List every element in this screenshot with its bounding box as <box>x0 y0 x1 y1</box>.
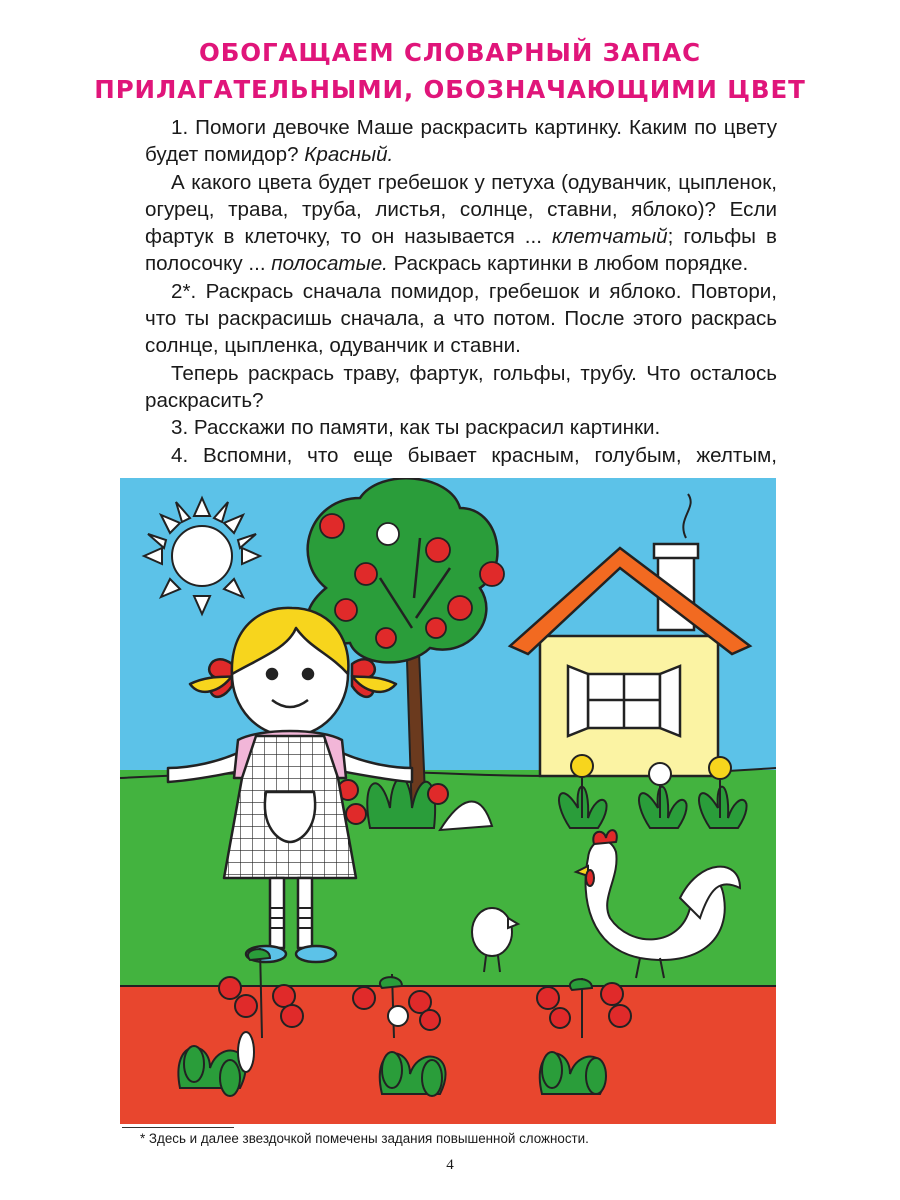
answer-italic: Красный. <box>304 143 394 167</box>
exercise-text <box>145 114 777 496</box>
footnote-divider <box>122 1127 234 1128</box>
title-line-1: ОБОГАЩАЕМ СЛОВАРНЫЙ ЗАПАС <box>199 38 701 67</box>
paragraph: 4. Вспомни, что еще бывает красным, голубым, желтым, <box>171 443 777 467</box>
title-line-2: ПРИЛАГАТЕЛЬНЫМИ, ОБОЗНАЧАЮЩИМИ ЦВЕТ <box>94 75 806 104</box>
page-title <box>0 34 900 108</box>
paragraph: А какого цвета будет гребешок у петуха (одуванчик, цыпленок, огурец, трава, труба, листья, солнце, ставни, яблоко)? Если фартук в клеточку, то он называется ... клетчатый; гольфы в полосочку ... полосатые. Раскрась картинки в любом порядке. <box>145 170 777 276</box>
sun-icon <box>144 498 260 614</box>
page-number: 4 <box>446 1157 454 1173</box>
paragraph: Теперь раскрась траву, фартук, гольфы, трубу. Что осталось раскрасить? <box>145 361 777 412</box>
paragraph: 1. Помоги девочке Маше раскрасить картинку. Каким по цвету будет помидор? Красный. <box>145 116 777 167</box>
answer-italic: клетчатый <box>552 225 668 249</box>
footnote: * Здесь и далее звездочкой помечены задания повышенной сложности. <box>140 1131 589 1146</box>
paragraph: 2*. Раскрась сначала помидор, гребешок и яблоко. Повтори, что ты раскрасишь сначала, а что потом. После этого раскрась солнце, цыпленка, одуванчик и ставни. <box>145 279 777 358</box>
answer-italic: полосатые. <box>271 252 388 276</box>
coloring-illustration <box>120 478 776 1124</box>
paragraph: 3. Расскажи по памяти, как ты раскрасил картинки. <box>171 416 661 440</box>
